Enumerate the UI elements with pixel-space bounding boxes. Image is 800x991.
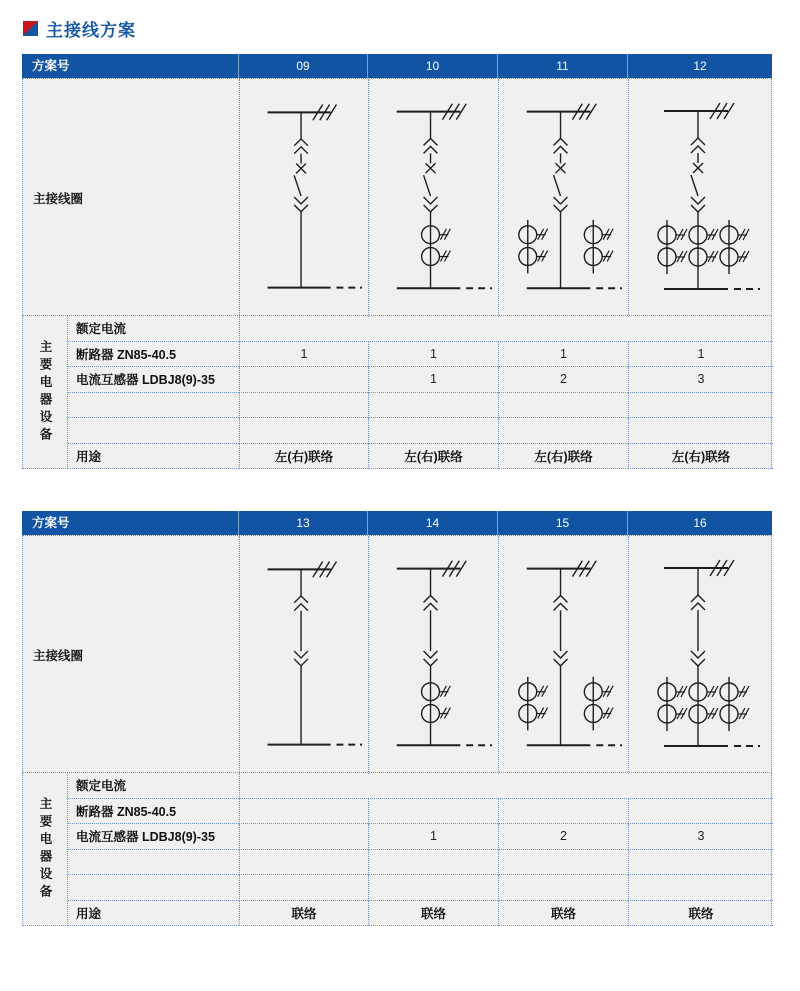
wiring-diagram-12 <box>636 79 766 317</box>
ct-value: 2 <box>498 367 628 393</box>
breaker-value: 1 <box>368 342 498 368</box>
scheme-table-09-12 <box>22 54 772 469</box>
empty-cell <box>498 393 628 419</box>
main-wiring-label: 主接线圈 <box>33 192 84 206</box>
empty-cell <box>368 850 498 876</box>
usage-value: 联络 <box>368 901 498 927</box>
table-body <box>22 78 772 469</box>
ct-value: 1 <box>368 367 498 393</box>
wiring-diagram-09 <box>240 79 368 317</box>
usage-value: 左(右)联络 <box>239 444 368 470</box>
breaker-value <box>498 799 628 825</box>
equipment-section <box>22 316 772 469</box>
breaker-value <box>368 799 498 825</box>
wiring-diagram-16 <box>636 536 766 774</box>
breaker-label: 断路器 ZN85-40.5 <box>68 342 239 368</box>
wiring-diagram-cell <box>368 79 498 317</box>
empty-row-label <box>68 418 239 444</box>
rated-current-label: 额定电流 <box>68 316 239 342</box>
usage-value: 联络 <box>498 901 628 927</box>
empty-cell <box>628 418 773 444</box>
ct-label: 电流互感器 LDBJ8(9)-35 <box>68 367 239 393</box>
empty-cell <box>628 850 773 876</box>
empty-row-label <box>68 875 239 901</box>
wiring-diagram-cell <box>239 536 368 774</box>
wiring-diagram-13 <box>240 536 368 774</box>
header-col-13: 13 <box>238 511 367 535</box>
table-header-row <box>22 54 772 78</box>
wiring-diagram-15 <box>499 536 628 774</box>
table-header-row <box>22 511 772 535</box>
wiring-diagram-cell <box>498 536 628 774</box>
main-wiring-label: 主接线圈 <box>33 649 84 663</box>
header-col-11: 11 <box>497 54 627 78</box>
main-wiring-row <box>22 535 772 773</box>
equipment-group-label: 主要电器设备 <box>38 339 52 445</box>
wiring-diagram-11 <box>499 79 628 317</box>
breaker-value: 1 <box>498 342 628 368</box>
usage-value: 左(右)联络 <box>498 444 628 470</box>
header-col-15: 15 <box>497 511 627 535</box>
equipment-section <box>22 773 772 926</box>
ct-value: 3 <box>628 367 773 393</box>
wiring-diagram-10 <box>369 79 498 317</box>
usage-value: 左(右)联络 <box>368 444 498 470</box>
section-marker-icon <box>23 21 38 36</box>
empty-cell <box>498 418 628 444</box>
ct-value: 2 <box>498 824 628 850</box>
wiring-diagram-cell <box>628 79 773 317</box>
header-scheme-no-label: 方案号 <box>32 516 70 530</box>
header-col-12: 12 <box>627 54 772 78</box>
header-col-10: 10 <box>367 54 497 78</box>
empty-cell <box>239 418 368 444</box>
empty-row-label <box>68 850 239 876</box>
header-scheme-no-label: 方案号 <box>32 59 70 73</box>
wiring-diagram-cell <box>628 536 773 774</box>
usage-value: 联络 <box>628 901 773 927</box>
header-col-16: 16 <box>627 511 772 535</box>
empty-cell <box>368 393 498 419</box>
empty-cell <box>239 875 368 901</box>
wiring-diagram-cell <box>239 79 368 317</box>
usage-label: 用途 <box>68 901 239 927</box>
rated-current-values <box>239 316 773 342</box>
wiring-diagram-cell <box>498 79 628 317</box>
equipment-group-cell <box>23 316 68 469</box>
breaker-label: 断路器 ZN85-40.5 <box>68 799 239 825</box>
header-col-14: 14 <box>367 511 497 535</box>
table-body <box>22 535 772 926</box>
empty-cell <box>368 418 498 444</box>
breaker-value: 1 <box>239 342 368 368</box>
page-title: 主接线方案 <box>46 21 136 40</box>
empty-cell <box>628 393 773 419</box>
scheme-table-13-16 <box>22 511 772 926</box>
usage-value: 左(右)联络 <box>628 444 773 470</box>
empty-cell <box>239 393 368 419</box>
main-wiring-row <box>22 78 772 316</box>
usage-label: 用途 <box>68 444 239 470</box>
equipment-group-cell <box>23 773 68 926</box>
equipment-group-label: 主要电器设备 <box>38 796 52 902</box>
empty-cell <box>498 875 628 901</box>
usage-value: 联络 <box>239 901 368 927</box>
breaker-value <box>239 799 368 825</box>
empty-cell <box>368 875 498 901</box>
ct-value: 3 <box>628 824 773 850</box>
breaker-value <box>628 799 773 825</box>
rated-current-values <box>239 773 773 799</box>
ct-value <box>239 367 368 393</box>
header-col-09: 09 <box>238 54 367 78</box>
ct-label: 电流互感器 LDBJ8(9)-35 <box>68 824 239 850</box>
ct-value: 1 <box>368 824 498 850</box>
wiring-diagram-14 <box>369 536 498 774</box>
empty-cell <box>239 850 368 876</box>
page-title-bar <box>0 0 800 41</box>
empty-cell <box>498 850 628 876</box>
empty-row-label <box>68 393 239 419</box>
empty-cell <box>628 875 773 901</box>
rated-current-label: 额定电流 <box>68 773 239 799</box>
wiring-diagram-cell <box>368 536 498 774</box>
ct-value <box>239 824 368 850</box>
breaker-value: 1 <box>628 342 773 368</box>
